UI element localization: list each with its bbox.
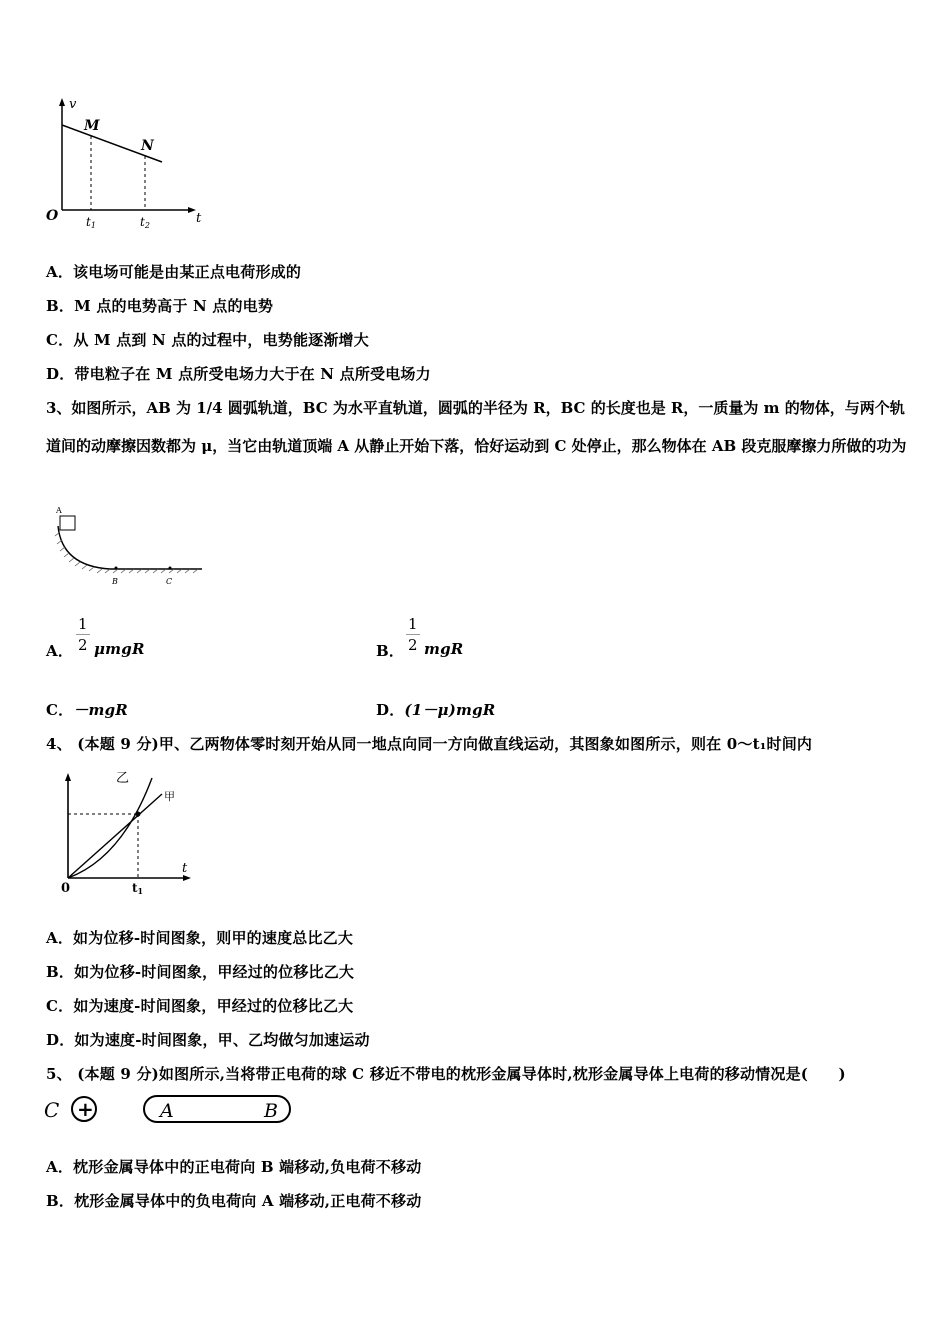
end-b-label: B (264, 1100, 278, 1122)
motion-graph-figure (52, 766, 202, 900)
t1-tick-label: t1 (132, 881, 144, 896)
point-c-label: C (166, 577, 173, 586)
q2-option-d: D．带电粒子在 M 点所受电场力大于在 N 点所受电场力 (46, 365, 431, 383)
velocity-time-figure (40, 92, 220, 232)
q4-option-c: C．如为速度-时间图象，甲经过的位移比乙大 (46, 997, 354, 1015)
q3-option-b-fraction: $\frac{1}{2}$ (408, 615, 418, 654)
t1-label: t1 (86, 215, 96, 230)
q4-option-b: B．如为位移-时间图象，甲经过的位移比乙大 (46, 963, 355, 981)
q2-option-b: B．M 点的电势高于 N 点的电势 (46, 297, 274, 315)
q2-option-a: A．该电场可能是由某正点电荷形成的 (46, 263, 302, 281)
q3-option-b-text: mgR (424, 640, 464, 658)
q5-stem: 5、 (本题 9 分)如图所示,当将带正电荷的球 C 移近不带电的枕形金属导体时,枕形金属导体上电荷的移动情况是( ) (46, 1065, 846, 1083)
q5-option-a: A．枕形金属导体中的正电荷向 B 端移动,负电荷不移动 (46, 1158, 422, 1176)
q3-option-a-text: μmgR (94, 640, 145, 658)
q3-option-d: D．(1－μ)mgR (376, 701, 496, 719)
q3-option-b-key: B． (376, 642, 405, 660)
q3-option-a-fraction: $\frac{1}{2}$ (78, 615, 88, 654)
point-m-label: M (84, 118, 100, 134)
origin-label: O (46, 208, 59, 224)
yi-label: 乙 (116, 771, 130, 786)
q4-stem: 4、 (本题 9 分)甲、乙两物体零时刻开始从同一地点向同一方向做直线运动，其图象如图所示，则在 0～t₁时间内 (46, 735, 813, 753)
point-a-label: A (56, 506, 62, 515)
end-a-label: A (160, 1100, 174, 1122)
t-axis-label: t (196, 211, 202, 226)
arc-track-figure (50, 502, 210, 592)
t-axis-label: t (182, 861, 188, 876)
jia-label: 甲 (164, 790, 175, 803)
q5-option-b: B．枕形金属导体中的负电荷向 A 端移动,正电荷不移动 (46, 1192, 422, 1210)
q4-option-a: A．如为位移-时间图象，则甲的速度总比乙大 (46, 929, 354, 947)
origin-zero-label: 0 (61, 881, 71, 896)
q2-option-c: C．从 M 点到 N 点的过程中，电势能逐渐增大 (46, 331, 369, 349)
q3-option-c: C．－mgR (46, 701, 128, 719)
point-b-label: B (112, 577, 118, 586)
conductor-figure (40, 1092, 300, 1128)
point-n-label: N (141, 138, 154, 154)
q3-option-a-key: A． (46, 642, 74, 660)
q3-stem: 3、如图所示，AB 为 1/4 圆弧轨道，BC 为水平直轨道，圆弧的半径为 R，BC 的长度也是 R，一质量为 m 的物体，与两个轨道间的动摩擦因数都为 μ，当它由轨道顶端 A 从静止开始下落，恰好运动到 C 处停止，那么物体在 AB 段克服摩擦力所做的功为 (46, 399, 907, 455)
v-axis-label: v (69, 97, 77, 112)
ball-c-label: C (44, 1098, 60, 1122)
q4-option-d: D．如为速度-时间图象，甲、乙均做匀加速运动 (46, 1031, 370, 1049)
plus-sign: + (77, 1097, 94, 1121)
t2-label: t2 (140, 215, 150, 230)
